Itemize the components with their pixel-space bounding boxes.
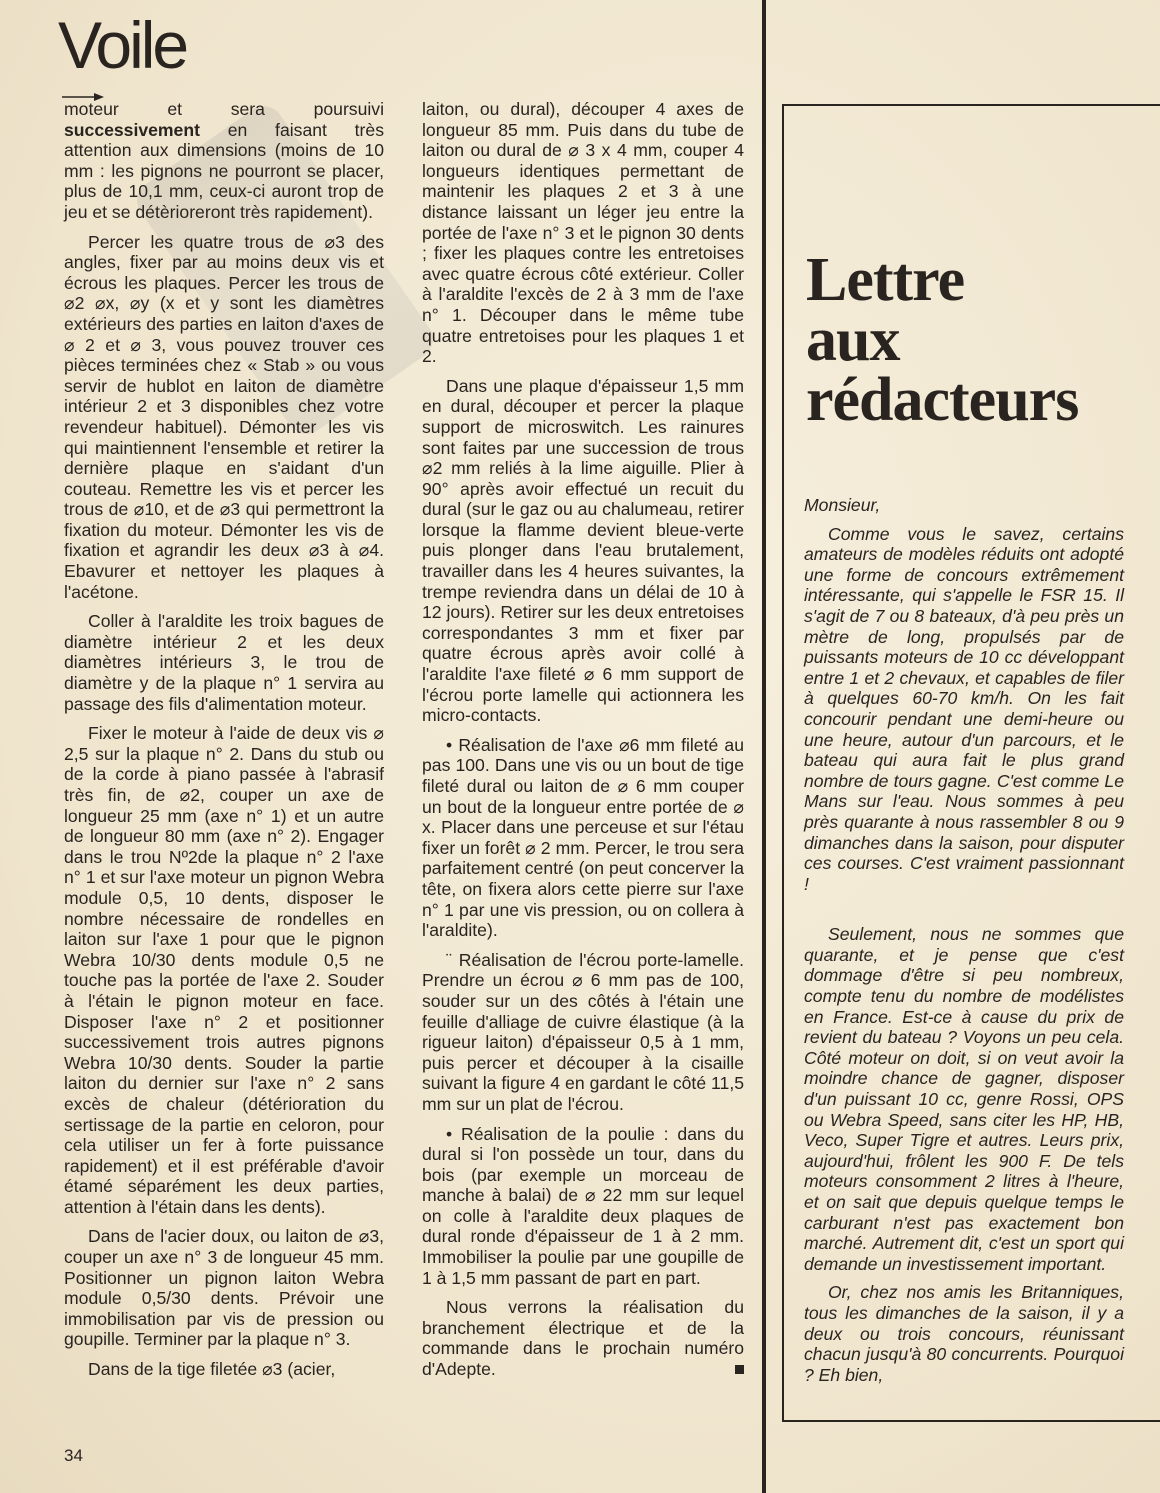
article-paragraph: [64, 99, 384, 223]
article-column-1: [64, 99, 384, 1389]
article-paragraph: • Réalisation de l'axe ⌀6 mm fileté au pas 100. Dans une vis ou un bout de tige fileté dural ou laiton de ⌀ 6 mm couper un bout de la longueur entre portée de ⌀ x. Placer dans une perceuse et sur l'étau fixer un forêt ⌀ 2 mm. Percer, le trou sera parfaitement centré (on peut concerver la tête, on fixera alors cette pierre sur l'axe n° 1 par une vis pression, ou on collera à l'araldite).: [422, 734, 744, 941]
paragraph-text: en faisant très attention aux dimensions (moins de 10 mm : les pignons ne pourront se placer, plus de 10,1 mm, ceux-ci auront trop de jeu et se détèrioreront très rapidement).: [64, 119, 384, 222]
paragraph-text: Nous verrons la réalisation du branchement électrique et de la commande dans le prochain numéro d'Adepte.: [422, 1297, 744, 1380]
letter-title: [806, 246, 1079, 434]
article-paragraph: Dans de la tige filetée ⌀3 (acier,: [88, 1359, 336, 1380]
article-paragraph: Percer les quatre trous de ⌀3 des angles, fixer par au moins deux vis et écrous les plaques. Percer les trous de ⌀2 ⌀x, ⌀y (x et y sont les diamètres extérieurs des parties en laiton d'axes de ⌀ 2 et ⌀ 3, vous pouvez trouver ces pièces terminées chez « Stab » ou vous servir de hublot en laiton de diamètre intérieur 2 et 3 disponibles chez votre revendeur habituel). Démonter les vis qui maintiennent l'ensemble et retirer la dernière plaque en s'aidant d'un couteau. Remettre les vis et percer les trous de ⌀10, et de ⌀3 qui permettront la fixation du moteur. Démonter les vis de fixation et agrandir les deux ⌀3 à ⌀4. Ebavurer et nettoyer les plaques à l'acétone.: [64, 231, 384, 602]
column-divider: [762, 0, 766, 1493]
letter-body: [804, 495, 1124, 1393]
section-title: Voile: [58, 8, 187, 82]
letter-title-line: Lettre: [806, 246, 965, 314]
letter-title-line: aux: [806, 306, 900, 374]
article-paragraph: Dans de l'acier doux, ou laiton de ⌀3, couper un axe n° 3 de longueur 45 mm. Positionner un pignon laiton Webra module 0,5/30 dents. Prévoir une immobilisation par vis de pression ou goupille. Terminer par la plaque n° 3.: [64, 1226, 384, 1350]
article-paragraph: [422, 1297, 744, 1379]
bold-text: successivement: [64, 119, 200, 140]
article-paragraph: Fixer le moteur à l'aide de deux vis ⌀ 2,5 sur la plaque n° 2. Dans du stub ou de la corde à piano passée à l'abrasif très fin, de ⌀2, couper un axe de longueur 25 mm (axe n° 1) et un autre de longueur 80 mm (axe n° 2). Engager dans le trou Nº2de la plaque n° 2 l'axe n° 1 et sur l'axe moteur un pignon Webra module 0,5, 10 dents, disposer le nombre nécessaire de rondelles en laiton sur l'axe 1 pour que le pignon Webra 10/30 dents module 0,5 ne touche pas la portée de l'axe 2. Souder à l'étain le pignon moteur en face. Disposer l'axe n° 2 et positionner successivement trois autres pignons Webra 10/30 dents. Souder la partie laiton du dernier sur l'axe n° 2 sans excès de chaleur (détérioration du sertissage de la partie en celoron, pour cela utiliser un fer à forte puissance rapidement) et il est préférable d'avoir étamé séparément les deux parties, attention à l'étain dans les dents).: [64, 723, 384, 1217]
letter-title-line: rédacteurs: [806, 366, 1079, 434]
article-paragraph: • Réalisation de la poulie : dans du dural si l'on possède un tour, dans du bois (par exemple un morceau de manche à balai) de ⌀ 22 mm sur lequel on colle à l'araldite deux plaques de dural ronde d'épaisseur de 1 à 2 mm. Immobiliser la poulie par une goupille de 1 à 1,5 mm passant de part en part.: [422, 1123, 744, 1288]
article-paragraph: Coller à l'araldite les troix bagues de diamètre intérieur 2 et les deux diamètres intérieurs 3, le trou de diamètre y de la plaque n° 1 servira au passage des fils d'alimentation moteur.: [64, 611, 384, 714]
page-number: 34: [64, 1446, 83, 1465]
article-paragraph: laiton, ou dural), découper 4 axes de longueur 85 mm. Puis dans du tube de laiton ou dural de ⌀ 3 x 4 mm, couper 4 longueurs identiques permettant de maintenir les plaques 2 et 3 à une distance laissant un léger jeu entre la portée de l'axe n° 3 et le pignon 30 dents ; fixer les plaques contre les entretoises avec quatre écrous côté extérieur. Coller à l'araldite l'excès de 2 à 3 mm de l'axe n° 1. Découper dans le même tube quatre entretoises pour les plaques 1 et 2.: [422, 99, 744, 367]
paragraph-text: moteur et sera poursuivi: [64, 99, 384, 119]
letter-paragraph: Comme vous le savez, certains amateurs de modèles réduits ont adopté une forme de concours extrêmement intéressante, qui s'appelle le FSR 15. Il s'agit de 7 ou 8 bateaux, d'à peu près un mètre de long, propulsés par de puissants moteurs de 10 cc développant entre 1 et 2 chevaux, et capables de filer à quelques 60-70 km/h. On les fait concourir pendant une demi-heure ou une heure, autour d'un parcours, et le bateau qui aura fait le plus grand nombre de tours gagne. C'est comme Le Mans sur l'eau. Nous sommes à peu près quarante à nous rassembler 8 ou 9 dimanches dans la saison, pour disputer ces courses. C'est vraiment passionnant !: [804, 523, 1124, 894]
end-square-icon: [735, 1365, 744, 1374]
letter-salutation: Monsieur,: [804, 495, 881, 515]
letter-paragraph: Or, chez nos amis les Britanniques, tous les dimanches de la saison, il y a deux ou trois concours, réunissant chacun jusqu'à 80 concurrents. Pourquoi ? Eh bien,: [804, 1282, 1124, 1385]
article-column-2: [422, 99, 744, 1389]
article-paragraph: Dans une plaque d'épaisseur 1,5 mm en dural, découper et percer la plaque support de microswitch. Les rainures sont faites par une succession de trous ⌀2 mm reliés à la lime aiguille. Plier à 90° après avoir effectué un recuit du dural (sur le gaz ou au chalumeau, retirer lorsque la flamme devient bleue-verte puis plonger dans l'eau brutalement, travailler dans les 4 heures suivantes, la trempe reviendra dans un délai de 10 à 12 jours). Retirer sur les deux entretoises correspondantes 3 mm et fixer par quatre écrous après avoir collé à l'araldite l'axe fileté ⌀ 6 mm support de l'écrou porte lamelle qui actionnera les micro-contacts.: [422, 375, 744, 726]
letter-paragraph: Seulement, nous ne sommes que quarante, et je pense que c'est dommage d'être si peu nombreux, compte tenu du nombre de modélistes en France. Est-ce à cause du prix de revient du bateau ? Voyons un peu cela. Côté moteur on doit, si on veut avoir la moindre chance de gagner, disposer d'un puissant 10 cc, genre Rossi, OPS ou Webra Speed, sans citer les HP, HB, Veco, Super Tigre et autres. Leurs prix, aujourd'hui, frôlent les 900 F. De tels moteurs consomment 2 litres à l'heure, et on sait que depuis quelque temps le carburant n'est pas exactement bon marché. Autrement dit, c'est un sport qui demande un investissement important.: [804, 924, 1124, 1274]
article-paragraph: ¨ Réalisation de l'écrou porte-lamelle. Prendre un écrou ⌀ 6 mm pas de 100, souder sur un des côtés à l'étain une feuille d'alliage de cuivre élastique (à la rigueur laiton) d'épaisseur 0,5 à 1 mm, puis percer et découper à la cisaille suivant la figure 4 en gardant le côté 11,5 mm sur un plat de l'écrou.: [422, 949, 744, 1114]
